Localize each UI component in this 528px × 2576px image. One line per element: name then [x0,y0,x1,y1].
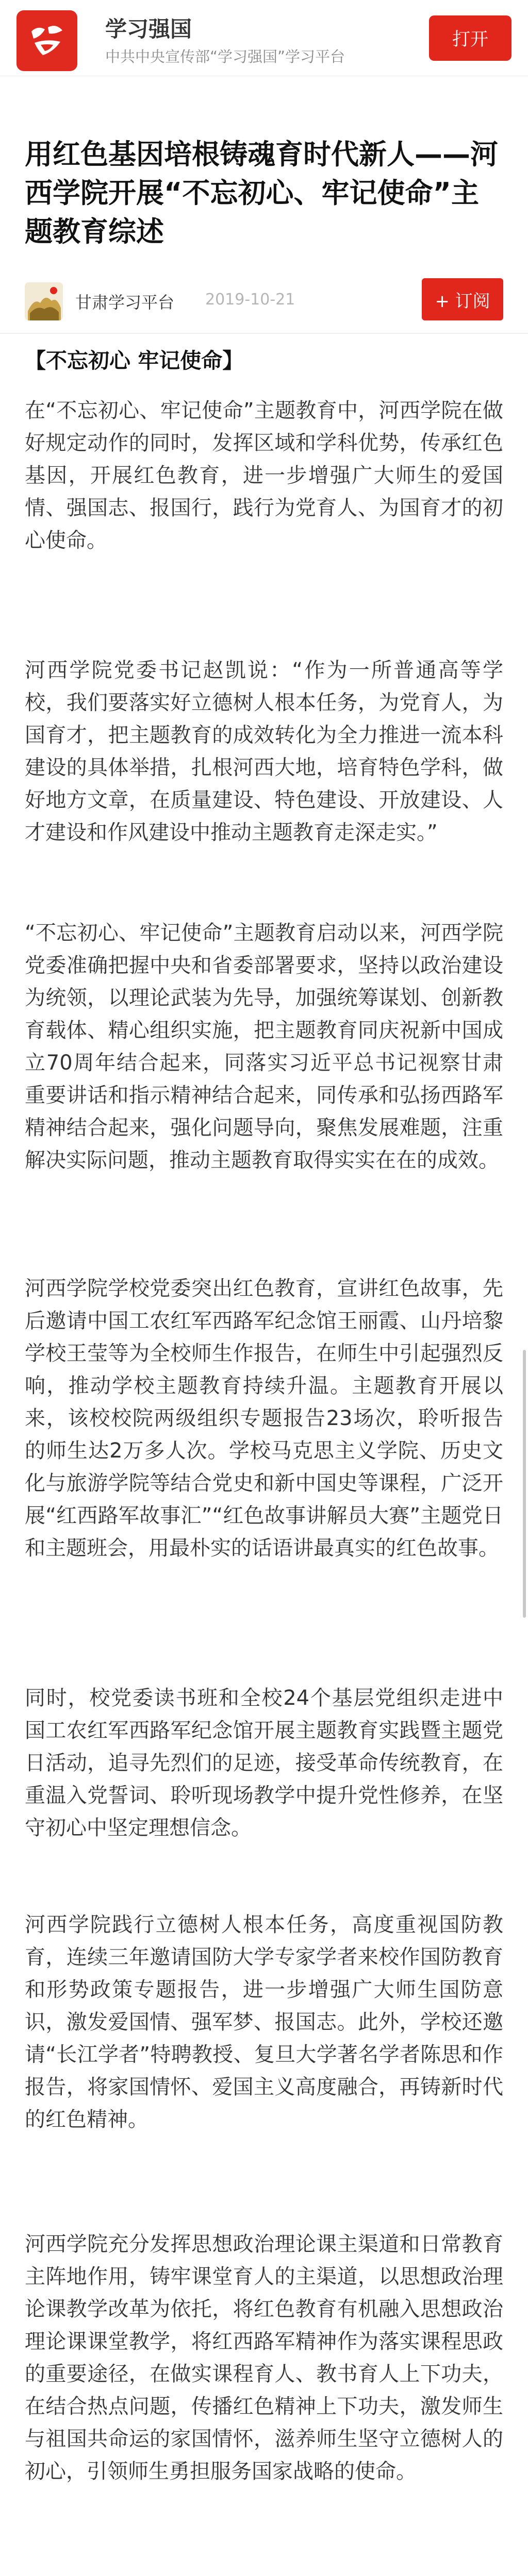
article-paragraph: 在“不忘初心、牢记使命”主题教育中，河西学院在做好规定动作的同时，发挥区域和学科优势，传承红色基因，开展红色教育，进一步增强广大师生的爱国情、强国志、报国行，践行为党育人、为国育才的初心使命。 [25,399,503,552]
open-app-button[interactable]: 打开 [429,15,512,61]
article-source-row [25,278,503,325]
source-name[interactable]: 甘肃学习平台 [75,293,175,312]
app-tagline: 中共中央宣传部“学习强国”学习平台 [105,48,345,65]
article-paragraph: 河西学院充分发挥思想政治理论课主渠道和日常教育主阵地作用，铸牢课堂育人的主渠道，以思想政治理论课教学改革为依托，将红色教育有机融入思想政治理论课课堂教学，将红西路军精神作为落实课程思政的重要途径，在做实课程育人、教书育人上下功夫，在结合热点问题，传播红色精神上下功夫，激发师生与祖国共命运的家国情怀，滋养师生坚守立德树人的初心，引领师生勇担服务国家战略的使命。 [25,2232,503,2483]
publish-date: 2019-10-21 [205,291,295,309]
header-divider [0,333,528,334]
xuexi-logo-icon [16,10,77,71]
subscribe-button[interactable]: + 订阅 [422,278,503,320]
section-heading: 【不忘初心 牢记使命】 [25,348,244,373]
article-paragraph: 河西学院践行立德树人根本任务，高度重视国防教育，连续三年邀请国防大学专家学者来校作国防教育和形势政策专题报告，进一步增强广大师生国防意识，激发爱国情、强军梦、报国志。此外，学校还邀请“长江学者”特聘教授、复旦大学著名学者陈思和作报告，将家国情怀、爱国主义高度融合，再铸新时代的红色精神。 [25,1913,503,2131]
scrollbar-thumb[interactable] [523,1350,526,1618]
article-paragraph: “不忘初心、牢记使命”主题教育启动以来，河西学院党委准确把握中央和省委部署要求，坚持以政治建设为统领，以理论武装为先导，加强统筹谋划、创新教育载体、精心组织实施，把主题教育同庆祝新中国成立70周年结合起来，同落实习近平总书记视察甘肃重要讲话和指示精神结合起来，同传承和弘扬西路军精神结合起来，强化问题导向，聚焦发展难题，注重解决实际问题，推动主题教育取得实实在在的成效。 [25,921,503,1172]
article-title: 用红色基因培根铸魂育时代新人——河西学院开展“不忘初心、牢记使命”主题教育综述 [25,138,498,248]
article-paragraph: 河西学院学校党委突出红色教育，宣讲红色故事，先后邀请中国工农红军西路军纪念馆王丽霞、山丹培黎学校王莹等为全校师生作报告，在师生中引起强烈反响，推动学校主题教育持续升温。主题教育开展以来，该校校院两级组织专题报告23场次，聆听报告的师生达2万多人次。学校马克思主义学院、历史文化与旅游学院等结合党史和新中国史等课程，广泛开展“红西路军故事汇”“红色故事讲解员大赛”主题党日和主题班会，用最朴实的话语讲最真实的红色故事。 [25,1277,503,1560]
app-name: 学习强国 [105,16,192,42]
article-paragraph: 同时，校党委读书班和全校24个基层党组织走进中国工农红军西路军纪念馆开展主题教育实践暨主题党日活动，追寻先烈们的足迹，接受革命传统教育，在重温入党誓词、聆听现场教学中提升党性修养，在坚守初心中坚定理想信念。 [25,1686,503,1840]
article-paragraph: 河西学院党委书记赵凯说：“作为一所普通高等学校，我们要落实好立德树人根本任务，为党育人，为国育才，把主题教育的成效转化为全力推进一流本科建设的具体举措，扎根河西大地，培育特色学科，做好地方文章，在质量建设、特色建设、开放建设、人才建设和作风建设中推动主题教育走深走实。” [25,658,503,844]
source-avatar[interactable] [25,282,63,320]
app-download-banner [0,0,528,76]
